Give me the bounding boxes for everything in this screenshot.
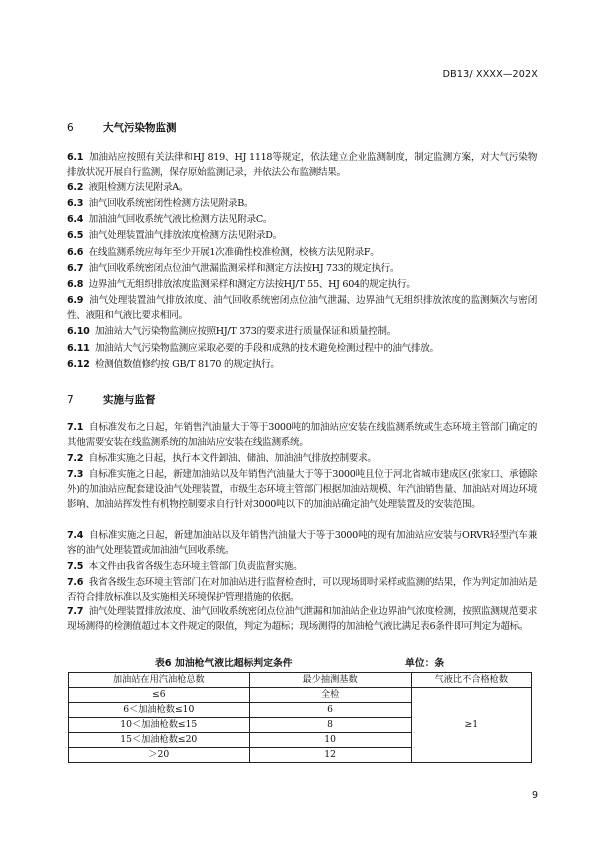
table-cell: ＞20 — [69, 748, 250, 763]
section-6-heading — [67, 120, 177, 135]
document-code: DB13/ XXXX—202X — [442, 69, 538, 80]
clause-6-1: 6.1 加油站应按照有关法律和HJ 819、HJ 1118等规定，依法建立企业监测制度，制定监测方案，对大气污染物排放状况开展自行监测，保存原始监测记录，并依法公布监测结果。 — [67, 152, 537, 178]
table-unit: 单位：条 — [405, 658, 445, 669]
table-header-cell: 加油站在用汽油枪总数 — [69, 673, 250, 688]
table-cell: 15＜加油枪数≤20 — [69, 733, 250, 748]
table-caption — [155, 655, 445, 669]
clause-6-12: 6.12 检测值数值修约按 GB/T 8170 的规定执行。 — [67, 359, 280, 370]
clause-6-7: 6.7 油气回收系统密闭点位油气泄漏监测采样和测定方法按HJ 733的规定执行。 — [67, 263, 400, 274]
clause-6-4: 6.4 加油油气回收系统气液比检测方法见附录C。 — [67, 214, 273, 225]
clause-6-8: 6.8 边界油气无组织排放浓度监测采样和测定方法按HJ/T 55、HJ 604的规定执行。 — [67, 279, 416, 290]
table-row — [69, 688, 532, 703]
clause-6-2: 6.2 液阻检测方法见附录A。 — [67, 182, 189, 193]
clause-6-3: 6.3 油气回收系统密闭性检测方法见附录B。 — [67, 198, 254, 209]
clause-7-4: 7.4 自标准实施之日起，新建加油站以及年销售汽油量大于等于3000吨的现有加油站应安装与ORVR轻型汽车兼容的油气处理装置或加油油气回收系统。 — [67, 530, 537, 556]
clause-7-5: 7.5 本文件由我省各级生态环境主管部门负责监督实施。 — [67, 561, 303, 572]
table-header-cell: 气液比不合格枪数 — [411, 673, 531, 688]
table-cell: 全检 — [249, 688, 411, 703]
table-cell-fail-count: ≥1 — [411, 688, 531, 763]
clause-7-2: 7.2 自标准实施之日起，执行本文件卸油、储油、加油油气排放控制要求。 — [67, 453, 377, 464]
section-7-heading — [67, 392, 156, 407]
section-number: 6 — [67, 122, 74, 134]
table-cell: 6＜加油枪数≤10 — [69, 703, 250, 718]
clause-7-3: 7.3 自标准实施之日起，新建加油站以及年销售汽油量大于等于3000吨且位于河北省城市建成区(张家口、承德除外)的加油站应配套建设油气处理装置，市级生态环境主管部门根据加油站规模、年汽油销售量、加油站对周边环境影响、加油站挥发性有机物控制要求自行针对3000吨以下的加油站确定油气处理装置及的安装范围。 — [67, 469, 537, 510]
clause-7-7: 7.7 油气处理装置排放浓度、油气回收系统密闭点位油气泄漏和加油站企业边界油气浓度检测，按照监测规范要求现场测得的检测值超过本文件规定的限值，判定为超标；现场测得的加油枪气液比满足表6条件即可判定为超标。 — [67, 606, 537, 632]
page-number: 9 — [531, 790, 538, 801]
table-cell: 8 — [249, 718, 411, 733]
clause-6-9: 6.9 油气处理装置油气排放浓度、油气回收系统密闭点位油气泄漏、边界油气无组织排放浓度的监测频次与密闭性、液阻和气液比要求相同。 — [67, 295, 537, 321]
table-cell: 10 — [249, 733, 411, 748]
table-header-row — [69, 673, 532, 688]
clause-6-5: 6.5 油气处理装置油气排放浓度检测方法见附录D。 — [67, 230, 282, 241]
clause-6-11: 6.11 加油站大气污染物监测应采取必要的手段和成熟的技术避免检测过程中的油气排放。 — [67, 343, 439, 354]
clause-7-1: 7.1 自标准发布之日起，年销售汽油量大于等于3000吨的加油站应安装在线监测系统或生态环境主管部门确定的其他需要安装在线监测系统的加油站应安装在线监测系统。 — [67, 422, 537, 448]
table-title: 表6 加油枪气液比超标判定条件 — [155, 658, 293, 669]
gas-liquid-ratio-table — [68, 672, 532, 763]
clause-7-6: 7.6 我省各级生态环境主管部门在对加油站进行监督检查时，可以现场即时采样或监测的结果，作为判定加油站是否符合排放标准以及实施相关环境保护管理措施的依据。 — [67, 577, 537, 603]
table-header-cell: 最少抽测基数 — [249, 673, 411, 688]
section-title: 大气污染物监测 — [103, 122, 177, 134]
table-cell: 6 — [249, 703, 411, 718]
table-cell: ≤6 — [69, 688, 250, 703]
clause-6-6: 6.6 在线监测系统应每年至少开展1次准确性校准检测，校核方法见附录F。 — [67, 247, 380, 258]
section-title: 实施与监督 — [103, 394, 156, 406]
table-cell: 10＜加油枪数≤15 — [69, 718, 250, 733]
table-cell: 12 — [249, 748, 411, 763]
section-number: 7 — [67, 394, 74, 406]
clause-6-10: 6.10 加油站大气污染物监测应按照HJ/T 373的要求进行质量保证和质量控制。 — [67, 326, 397, 337]
